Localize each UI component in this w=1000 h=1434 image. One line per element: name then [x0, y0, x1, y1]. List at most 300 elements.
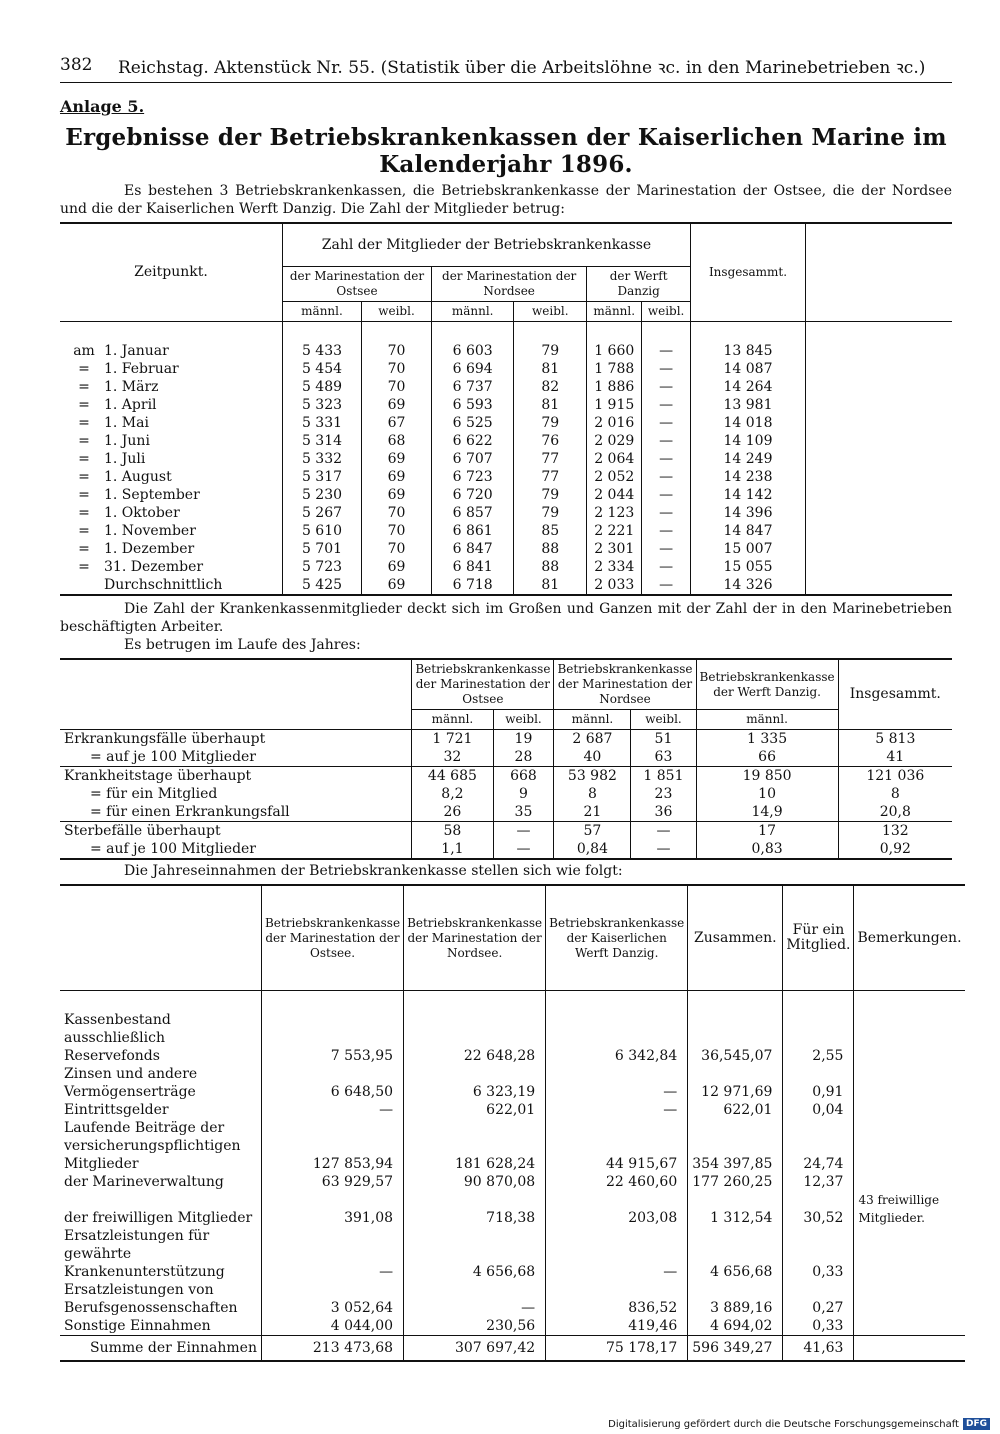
t2-danzig-header: Betriebskrankenkasse der Werft Danzig.: [696, 659, 838, 710]
value-cell: 2 687: [554, 730, 631, 749]
value-cell: —: [261, 1227, 403, 1281]
table-row: [60, 558, 952, 576]
value-cell: 203,08: [546, 1191, 688, 1227]
value-cell: 2 052: [587, 468, 642, 486]
value-cell: 2 033: [587, 576, 642, 595]
value-cell: —: [642, 504, 691, 522]
remark-cell: [854, 991, 965, 1066]
value-cell: 419,46: [546, 1317, 688, 1336]
table-row: [60, 378, 952, 396]
value-cell: 14 326: [691, 576, 806, 595]
value-cell: —: [642, 486, 691, 504]
value-cell: 69: [361, 576, 431, 595]
paragraph-year: Es betrugen im Laufe des Jahres:: [124, 637, 361, 653]
empty-col-header: [806, 223, 953, 322]
dfg-logo: DFG: [963, 1418, 990, 1430]
row-label: [60, 378, 283, 396]
running-title: Reichstag. Aktenstück Nr. 55. (Statistik über die Arbeitslöhne ꝛc. in den Marinebetrieben ꝛc.): [118, 58, 926, 78]
value-cell: 70: [361, 360, 431, 378]
value-cell: 22 460,60: [546, 1173, 688, 1191]
table-row: [60, 540, 952, 558]
value-cell: 2 029: [587, 432, 642, 450]
sex-header: männl.: [696, 710, 838, 730]
value-cell: 6 847: [432, 540, 514, 558]
total-value: 75 178,17: [546, 1336, 688, 1362]
t3-nordsee-header: Betriebskrankenkasse der Marinestation der Nordsee.: [404, 885, 546, 991]
value-cell: 1 312,54: [688, 1191, 783, 1227]
value-cell: 4 656,68: [688, 1227, 783, 1281]
value-cell: 13 981: [691, 396, 806, 414]
value-cell: —: [546, 1065, 688, 1101]
value-cell: —: [642, 322, 691, 361]
value-cell: 58: [412, 822, 493, 841]
value-cell: 1 886: [587, 378, 642, 396]
table-row: [60, 522, 952, 540]
value-cell: 14 264: [691, 378, 806, 396]
row-date: 31. Dezember: [104, 559, 204, 575]
value-cell: 1 721: [412, 730, 493, 749]
value-cell: —: [642, 576, 691, 595]
value-cell: 0,04: [783, 1101, 854, 1119]
row-prefix: =: [78, 397, 90, 413]
value-cell: 70: [361, 540, 431, 558]
empty-cell: [806, 432, 953, 450]
value-cell: 3 052,64: [261, 1281, 403, 1317]
remark-cell: [854, 1281, 965, 1317]
value-cell: 88: [514, 540, 587, 558]
row-label: Ersatzleistungen für gewährte Krankenunterstützung: [64, 1228, 225, 1280]
value-cell: 6 342,84: [546, 991, 688, 1066]
nordsee-header: der Marinestation der Nordsee: [432, 267, 587, 302]
value-cell: 53 982: [554, 767, 631, 786]
table-row: [60, 785, 952, 803]
value-cell: 5 701: [283, 540, 362, 558]
row-date: 1. Juli: [104, 451, 146, 467]
value-cell: 5 723: [283, 558, 362, 576]
value-cell: 6 525: [432, 414, 514, 432]
row-label: der Marineverwaltung: [64, 1174, 224, 1190]
row-label: Sterbefälle überhaupt: [60, 822, 412, 841]
row-label: = auf je 100 Mitglieder: [90, 841, 257, 857]
value-cell: 82: [514, 378, 587, 396]
row-date: 1. Oktober: [104, 505, 180, 521]
value-cell: 76: [514, 432, 587, 450]
value-cell: 622,01: [688, 1101, 783, 1119]
value-cell: 127 853,94: [261, 1119, 403, 1173]
sickness-label-header: [60, 659, 412, 730]
table-row: [60, 1281, 965, 1317]
value-cell: 57: [554, 822, 631, 841]
value-cell: 5 610: [283, 522, 362, 540]
value-cell: 836,52: [546, 1281, 688, 1317]
total-label: Summe der Einnahmen: [60, 1336, 261, 1362]
value-cell: 79: [514, 486, 587, 504]
value-cell: 69: [361, 396, 431, 414]
value-cell: 5 489: [283, 378, 362, 396]
value-cell: —: [261, 1101, 403, 1119]
value-cell: 14 142: [691, 486, 806, 504]
value-cell: 70: [361, 504, 431, 522]
value-cell: —: [493, 840, 554, 859]
value-cell: 63: [631, 748, 696, 767]
row-date: 1. Dezember: [104, 541, 195, 557]
row-prefix: =: [78, 559, 90, 575]
value-cell: 5 230: [283, 486, 362, 504]
row-label: [60, 432, 283, 450]
table-row: [60, 748, 952, 767]
value-cell: —: [631, 840, 696, 859]
value-cell: 230,56: [404, 1317, 546, 1336]
total-value: 307 697,42: [404, 1336, 546, 1362]
value-cell: 24,74: [783, 1119, 854, 1173]
value-cell: 15 055: [691, 558, 806, 576]
value-cell: 81: [514, 396, 587, 414]
annex-label: Anlage 5.: [60, 97, 145, 116]
row-date: 1. Juni: [104, 433, 150, 449]
value-cell: 44 915,67: [546, 1119, 688, 1173]
value-cell: 391,08: [261, 1191, 403, 1227]
value-cell: 2 123: [587, 504, 642, 522]
value-cell: 1,1: [412, 840, 493, 859]
table-row: [60, 1065, 965, 1101]
table-row: [60, 360, 952, 378]
row-label: [60, 468, 283, 486]
value-cell: 19 850: [696, 767, 838, 786]
value-cell: 2 334: [587, 558, 642, 576]
value-cell: 5 267: [283, 504, 362, 522]
row-label: [60, 360, 283, 378]
row-prefix: =: [78, 541, 90, 557]
empty-cell: [806, 414, 953, 432]
value-cell: 14 847: [691, 522, 806, 540]
value-cell: 69: [361, 486, 431, 504]
empty-cell: [806, 468, 953, 486]
row-label: [60, 504, 283, 522]
value-cell: —: [404, 1281, 546, 1317]
value-cell: 79: [514, 504, 587, 522]
footer-text: Digitalisierung gefördert durch die Deutsche Forschungsgemeinschaft: [608, 1418, 959, 1430]
value-cell: 8: [838, 785, 952, 803]
value-cell: 6 861: [432, 522, 514, 540]
empty-cell: [806, 396, 953, 414]
row-label: Sonstige Einnahmen: [64, 1318, 211, 1334]
row-prefix: =: [78, 523, 90, 539]
row-label: [60, 414, 283, 432]
value-cell: 4 044,00: [261, 1317, 403, 1336]
empty-cell: [806, 486, 953, 504]
running-header: [60, 55, 952, 83]
value-cell: 28: [493, 748, 554, 767]
value-cell: 22 648,28: [404, 991, 546, 1066]
value-cell: —: [642, 468, 691, 486]
value-cell: —: [546, 1101, 688, 1119]
table-row: [60, 414, 952, 432]
table-row: [60, 504, 952, 522]
row-label: [60, 322, 283, 361]
value-cell: 6 648,50: [261, 1065, 403, 1101]
value-cell: 132: [838, 822, 952, 841]
value-cell: 5 425: [283, 576, 362, 595]
row-label: = auf je 100 Mitglieder: [90, 749, 257, 765]
value-cell: 81: [514, 360, 587, 378]
value-cell: 8,2: [412, 785, 493, 803]
t2-nordsee-header: Betriebskrankenkasse der Marinestation der Nordsee: [554, 659, 696, 710]
row-date: 1. Februar: [104, 361, 179, 377]
value-cell: 17: [696, 822, 838, 841]
value-cell: —: [642, 414, 691, 432]
value-cell: 0,91: [783, 1065, 854, 1101]
sex-header: weibl.: [642, 302, 691, 322]
value-cell: 668: [493, 767, 554, 786]
row-prefix: am: [73, 343, 95, 359]
remark-cell: [854, 1119, 965, 1173]
sex-header: weibl.: [493, 710, 554, 730]
row-prefix: =: [78, 379, 90, 395]
value-cell: 23: [631, 785, 696, 803]
value-cell: 88: [514, 558, 587, 576]
page: [60, 55, 962, 1362]
value-cell: 6 857: [432, 504, 514, 522]
value-cell: 67: [361, 414, 431, 432]
row-date: 1. September: [104, 487, 200, 503]
value-cell: 177 260,25: [688, 1173, 783, 1191]
empty-cell: [806, 558, 953, 576]
remark-cell: [854, 1173, 965, 1191]
value-cell: 14 249: [691, 450, 806, 468]
value-cell: 1 660: [587, 322, 642, 361]
value-cell: 6 593: [432, 396, 514, 414]
total-value: 213 473,68: [261, 1336, 403, 1362]
row-date: 1. November: [104, 523, 196, 539]
table-row: [60, 450, 952, 468]
table-row: [60, 396, 952, 414]
value-cell: 6 707: [432, 450, 514, 468]
value-cell: —: [642, 522, 691, 540]
value-cell: 0,83: [696, 840, 838, 859]
value-cell: 30,52: [783, 1191, 854, 1227]
value-cell: —: [546, 1227, 688, 1281]
value-cell: 81: [514, 576, 587, 595]
sex-header: männl.: [587, 302, 642, 322]
empty-cell: [806, 540, 953, 558]
row-prefix: =: [78, 433, 90, 449]
value-cell: 0,92: [838, 840, 952, 859]
remark-cell: [854, 1317, 965, 1336]
empty-cell: [806, 504, 953, 522]
row-prefix: =: [78, 451, 90, 467]
sex-header: männl.: [412, 710, 493, 730]
value-cell: 79: [514, 414, 587, 432]
value-cell: 41: [838, 748, 952, 767]
value-cell: 4 694,02: [688, 1317, 783, 1336]
value-cell: 5 454: [283, 360, 362, 378]
remark-cell: [854, 1065, 965, 1101]
value-cell: 70: [361, 378, 431, 396]
empty-cell: [806, 322, 953, 361]
table-row: [60, 1191, 965, 1227]
row-prefix: =: [78, 487, 90, 503]
value-cell: 26: [412, 803, 493, 822]
value-cell: 7 553,95: [261, 991, 403, 1066]
value-cell: 6 737: [432, 378, 514, 396]
total-header: Insgesammt.: [691, 223, 806, 322]
value-cell: —: [642, 396, 691, 414]
value-cell: 63 929,57: [261, 1173, 403, 1191]
value-cell: 3 889,16: [688, 1281, 783, 1317]
ostsee-header: der Marinestation der Ostsee: [283, 267, 432, 302]
value-cell: 69: [361, 558, 431, 576]
value-cell: 8: [554, 785, 631, 803]
row-label: Laufende Beiträge der versicherungspflichtigen Mitglieder: [64, 1120, 241, 1172]
row-label: [60, 558, 283, 576]
table-row: [60, 1119, 965, 1173]
sex-header: weibl.: [361, 302, 431, 322]
value-cell: 2 016: [587, 414, 642, 432]
value-cell: 70: [361, 522, 431, 540]
value-cell: 6 323,19: [404, 1065, 546, 1101]
value-cell: 6 622: [432, 432, 514, 450]
remark-cell: [854, 1227, 965, 1281]
members-table: [60, 222, 952, 596]
row-label: [60, 450, 283, 468]
row-date: 1. August: [104, 469, 172, 485]
document-title: Ergebnisse der Betriebskrankenkassen der Kaiserlichen Marine im Kalenderjahr 1896.: [65, 124, 947, 178]
value-cell: 0,27: [783, 1281, 854, 1317]
remark-cell: [854, 1101, 965, 1119]
sex-header: männl.: [432, 302, 514, 322]
value-cell: 5 323: [283, 396, 362, 414]
value-cell: 69: [361, 468, 431, 486]
table-row: [60, 730, 952, 749]
value-cell: 6 603: [432, 322, 514, 361]
row-label: [60, 522, 283, 540]
value-cell: 14 396: [691, 504, 806, 522]
value-cell: 14,9: [696, 803, 838, 822]
value-cell: 68: [361, 432, 431, 450]
sickness-table: [60, 658, 952, 860]
empty-cell: [806, 450, 953, 468]
value-cell: 6 694: [432, 360, 514, 378]
value-cell: 718,38: [404, 1191, 546, 1227]
row-prefix: =: [78, 505, 90, 521]
value-cell: 36,545,07: [688, 991, 783, 1066]
t2-ostsee-header: Betriebskrankenkasse der Marinestation der Ostsee: [412, 659, 554, 710]
col-time-header: Zeitpunkt.: [134, 264, 208, 280]
table-row: [60, 991, 965, 1066]
row-label: [60, 540, 283, 558]
income-table: [60, 884, 965, 1362]
value-cell: 14 087: [691, 360, 806, 378]
table-row: [60, 1227, 965, 1281]
paragraph-income: Die Jahreseinnahmen der Betriebskrankenkasse stellen sich wie folgt:: [124, 863, 623, 879]
sex-header: weibl.: [514, 302, 587, 322]
t3-ostsee-header: Betriebskrankenkasse der Marinestation der Ostsee.: [261, 885, 403, 991]
row-prefix: =: [78, 415, 90, 431]
intro-paragraph: Es bestehen 3 Betriebskrankenkassen, die Betriebskrankenkasse der Marinestation der Ostsee, die der Nordsee und die der Kaiserlichen Werft Danzig. Die Zahl der Mitglieder betrug:: [60, 183, 952, 217]
value-cell: 14 109: [691, 432, 806, 450]
value-cell: 14 238: [691, 468, 806, 486]
value-cell: 51: [631, 730, 696, 749]
danzig-header: der Werft Danzig: [587, 267, 691, 302]
value-cell: 36: [631, 803, 696, 822]
row-label: Zinsen und andere Vermögenserträge: [64, 1066, 198, 1100]
row-date: 1. Januar: [104, 343, 169, 359]
value-cell: —: [642, 558, 691, 576]
row-label: Ersatzleistungen von Berufsgenossenschaften: [64, 1282, 238, 1316]
value-cell: 69: [361, 450, 431, 468]
value-cell: 14 018: [691, 414, 806, 432]
value-cell: —: [493, 822, 554, 841]
table-row: [60, 576, 952, 595]
value-cell: 4 656,68: [404, 1227, 546, 1281]
value-cell: 6 718: [432, 576, 514, 595]
page-number: 382: [60, 55, 93, 75]
row-label: Kassenbestand ausschließlich Reservefonds: [64, 1012, 171, 1064]
row-prefix: =: [78, 361, 90, 377]
value-cell: —: [642, 450, 691, 468]
paragraph-members-note: Die Zahl der Krankenkassenmitglieder deckt sich im Großen und Ganzen mit der Zahl der in den Marinebetrieben beschäftigten Arbeiter.: [60, 601, 952, 635]
value-cell: 12 971,69: [688, 1065, 783, 1101]
row-label: [60, 396, 283, 414]
value-cell: 19: [493, 730, 554, 749]
value-cell: 121 036: [838, 767, 952, 786]
t3-sum-header: Zusammen.: [688, 885, 783, 991]
value-cell: 85: [514, 522, 587, 540]
value-cell: 35: [493, 803, 554, 822]
table-row: [60, 1317, 965, 1336]
value-cell: —: [631, 822, 696, 841]
table-row: [60, 840, 952, 859]
value-cell: 2 064: [587, 450, 642, 468]
table-row: [60, 803, 952, 822]
t2-total-header: Insgesammt.: [838, 659, 952, 730]
table-row: [60, 322, 952, 361]
value-cell: 0,84: [554, 840, 631, 859]
row-label: = für ein Mitglied: [90, 786, 218, 802]
table-row: [60, 822, 952, 841]
table-row: [60, 1173, 965, 1191]
table-row: [60, 1101, 965, 1119]
value-cell: 354 397,85: [688, 1119, 783, 1173]
total-value: 41,63: [783, 1336, 854, 1362]
sex-header: männl.: [554, 710, 631, 730]
value-cell: 12,37: [783, 1173, 854, 1191]
row-label: Eintrittsgelder: [64, 1102, 169, 1118]
value-cell: 79: [514, 322, 587, 361]
empty-cell: [854, 1336, 965, 1362]
value-cell: 5 433: [283, 322, 362, 361]
value-cell: 77: [514, 468, 587, 486]
value-cell: 2 301: [587, 540, 642, 558]
value-cell: 2 044: [587, 486, 642, 504]
value-cell: 2,55: [783, 991, 854, 1066]
remark-cell: 43 freiwillige Mitglieder.: [854, 1191, 965, 1227]
value-cell: 1 851: [631, 767, 696, 786]
value-cell: 1 335: [696, 730, 838, 749]
value-cell: 44 685: [412, 767, 493, 786]
value-cell: 1 788: [587, 360, 642, 378]
value-cell: 5 332: [283, 450, 362, 468]
value-cell: 21: [554, 803, 631, 822]
value-cell: —: [642, 540, 691, 558]
value-cell: 20,8: [838, 803, 952, 822]
empty-cell: [806, 360, 953, 378]
value-cell: 15 007: [691, 540, 806, 558]
t3-remarks-header: Bemerkungen.: [854, 885, 965, 991]
table-row: [60, 767, 952, 786]
income-label-header: [60, 885, 261, 991]
row-prefix: =: [78, 469, 90, 485]
